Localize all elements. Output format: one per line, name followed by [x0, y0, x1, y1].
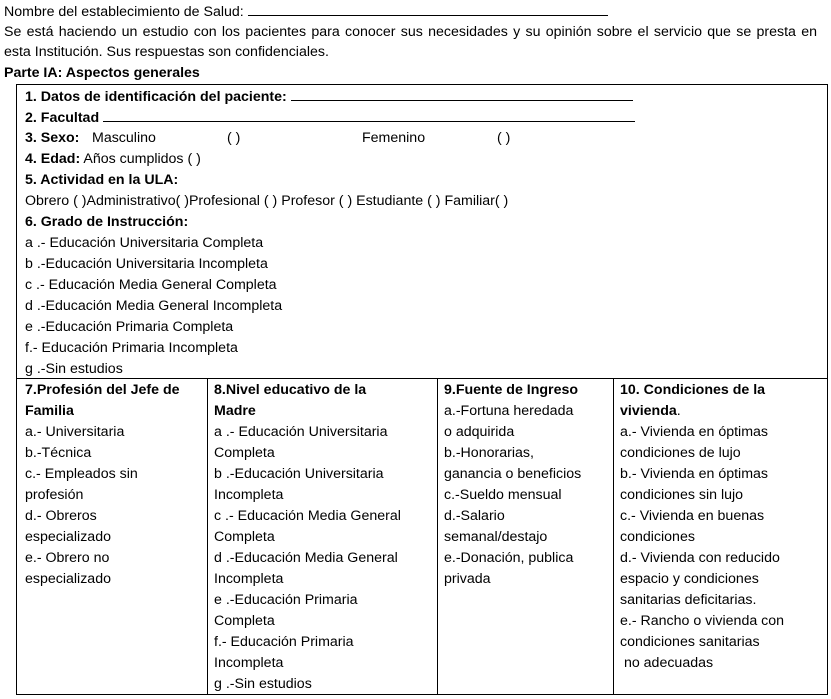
- establishment-label: Nombre del establecimiento de Salud:: [4, 4, 244, 20]
- q6-options: [25, 233, 282, 380]
- q3-label: 3. Sexo:: [25, 130, 80, 146]
- col8-line[interactable]: Incompleta: [214, 655, 284, 671]
- q6-option-a[interactable]: a .- Educación Universitaria Completa: [25, 235, 264, 251]
- q1-blank[interactable]: [291, 86, 633, 101]
- q1-label: 1. Datos de identificación del paciente:: [25, 89, 287, 105]
- q6-option-b[interactable]: b .-Educación Universitaria Incompleta: [25, 256, 268, 272]
- col8-title-2: Madre: [214, 403, 256, 419]
- intro-text: Se está haciendo un estudio con los pacientes para conocer sus necesidades y su opinión sobre el servicio que se presta en esta Institución. Sus respuestas son confidenciales.: [4, 24, 817, 60]
- col10-line[interactable]: sanitarias deficitarias.: [620, 592, 757, 608]
- col8-line[interactable]: e .-Educación Primaria: [214, 592, 358, 608]
- col8-line[interactable]: Incompleta: [214, 571, 284, 587]
- q2-line: [25, 107, 635, 129]
- establishment-blank[interactable]: [248, 1, 608, 16]
- q6-option-e[interactable]: e .-Educación Primaria Completa: [25, 319, 234, 335]
- col10-line[interactable]: no adecuadas: [620, 655, 714, 671]
- col9-line[interactable]: o adquirida: [444, 424, 515, 440]
- col8-line[interactable]: Completa: [214, 613, 275, 629]
- col10-title-suffix: .: [676, 403, 681, 419]
- col-divider-3: [613, 378, 614, 695]
- col8-line[interactable]: a .- Educación Universitaria: [214, 424, 388, 440]
- q5-label: 5. Actividad en la ULA:: [25, 172, 179, 188]
- col10-line[interactable]: condiciones sin lujo: [620, 487, 744, 503]
- q4-label: 4. Edad:: [25, 151, 81, 167]
- col8-line[interactable]: c .- Educación Media General: [214, 508, 401, 524]
- col8-line[interactable]: Incompleta: [214, 487, 284, 503]
- col7-line[interactable]: a.- Universitaria: [25, 424, 125, 440]
- col10-title-2: [620, 401, 825, 422]
- q5-options[interactable]: Obrero ( )Administrativo( )Profesional ( ) Profesor ( ) Estudiante ( ) Familiar( ): [25, 193, 509, 209]
- q4-text[interactable]: Años cumplidos ( ): [83, 151, 201, 167]
- q6-label: 6. Grado de Instrucción:: [25, 214, 189, 230]
- col9-line[interactable]: privada: [444, 571, 491, 587]
- col8-line[interactable]: Completa: [214, 445, 275, 461]
- col8: [214, 380, 434, 695]
- col7-line[interactable]: especializado: [25, 571, 111, 587]
- q6-option-g[interactable]: g .-Sin estudios: [25, 361, 123, 377]
- col10-line[interactable]: condiciones: [620, 529, 695, 545]
- col10-line[interactable]: a.- Vivienda en óptimas: [620, 424, 769, 440]
- col9-line[interactable]: a.-Fortuna heredada: [444, 403, 574, 419]
- col8-title-1: 8.Nivel educativo de la: [214, 382, 367, 398]
- col7-line[interactable]: b.-Técnica: [25, 445, 92, 461]
- col10: [620, 380, 825, 674]
- part-title: Parte IA: Aspectos generales: [4, 65, 200, 81]
- col10-line[interactable]: condiciones de lujo: [620, 445, 741, 461]
- q2-blank[interactable]: [103, 107, 635, 122]
- col9-line[interactable]: semanal/destajo: [444, 529, 548, 545]
- q2-label: 2. Facultad: [25, 110, 100, 126]
- col-divider-1: [207, 378, 208, 695]
- col10-title-2-text: vivienda: [620, 403, 677, 419]
- q4-line: [25, 149, 201, 170]
- col7: [25, 380, 205, 590]
- col7-line[interactable]: d.- Obreros: [25, 508, 97, 524]
- col7-title-1: 7.Profesión del Jefe de: [25, 382, 180, 398]
- col9-title: 9.Fuente de Ingreso: [444, 382, 579, 398]
- q3-masculino: Masculino: [92, 130, 156, 146]
- q3-masculino-box[interactable]: ( ): [227, 130, 241, 146]
- col9-line[interactable]: ganancia o beneficios: [444, 466, 582, 482]
- col7-line[interactable]: especializado: [25, 529, 111, 545]
- q6-option-c[interactable]: c .- Educación Media General Completa: [25, 277, 277, 293]
- col10-line[interactable]: espacio y condiciones: [620, 571, 759, 587]
- col10-line[interactable]: b.- Vivienda en óptimas: [620, 466, 769, 482]
- col7-title-2: Familia: [25, 403, 74, 419]
- col8-line[interactable]: g .-Sin estudios: [214, 676, 312, 692]
- col9-line[interactable]: c.-Sueldo mensual: [444, 487, 562, 503]
- col9-line[interactable]: b.-Honorarias,: [444, 445, 534, 461]
- col8-line[interactable]: b .-Educación Universitaria: [214, 466, 384, 482]
- col9: [444, 380, 612, 590]
- establishment-line: [4, 1, 608, 22]
- col9-line[interactable]: d.-Salario: [444, 508, 505, 524]
- col10-title-1: 10. Condiciones de la: [620, 382, 766, 398]
- col10-line[interactable]: e.- Rancho o vivienda con: [620, 613, 785, 629]
- q3-femenino: Femenino: [362, 130, 426, 146]
- col10-line[interactable]: condiciones sanitarias: [620, 634, 760, 650]
- col7-line[interactable]: e.- Obrero no: [25, 550, 110, 566]
- col10-line[interactable]: c.- Vivienda en buenas: [620, 508, 765, 524]
- col10-line[interactable]: d.- Vivienda con reducido: [620, 550, 780, 566]
- col8-line[interactable]: d .-Educación Media General: [214, 550, 398, 566]
- q6-option-d[interactable]: d .-Educación Media General Incompleta: [25, 298, 283, 314]
- col9-line[interactable]: e.-Donación, publica: [444, 550, 574, 566]
- q3-line: [25, 128, 815, 149]
- q3-femenino-box[interactable]: ( ): [497, 130, 511, 146]
- q1-line: [25, 86, 633, 108]
- col8-line[interactable]: f.- Educación Primaria: [214, 634, 354, 650]
- col7-line[interactable]: profesión: [25, 487, 84, 503]
- col8-line[interactable]: Completa: [214, 529, 275, 545]
- q6-option-f[interactable]: f.- Educación Primaria Incompleta: [25, 340, 238, 356]
- col-divider-2: [437, 378, 438, 695]
- col7-line[interactable]: c.- Empleados sin: [25, 466, 138, 482]
